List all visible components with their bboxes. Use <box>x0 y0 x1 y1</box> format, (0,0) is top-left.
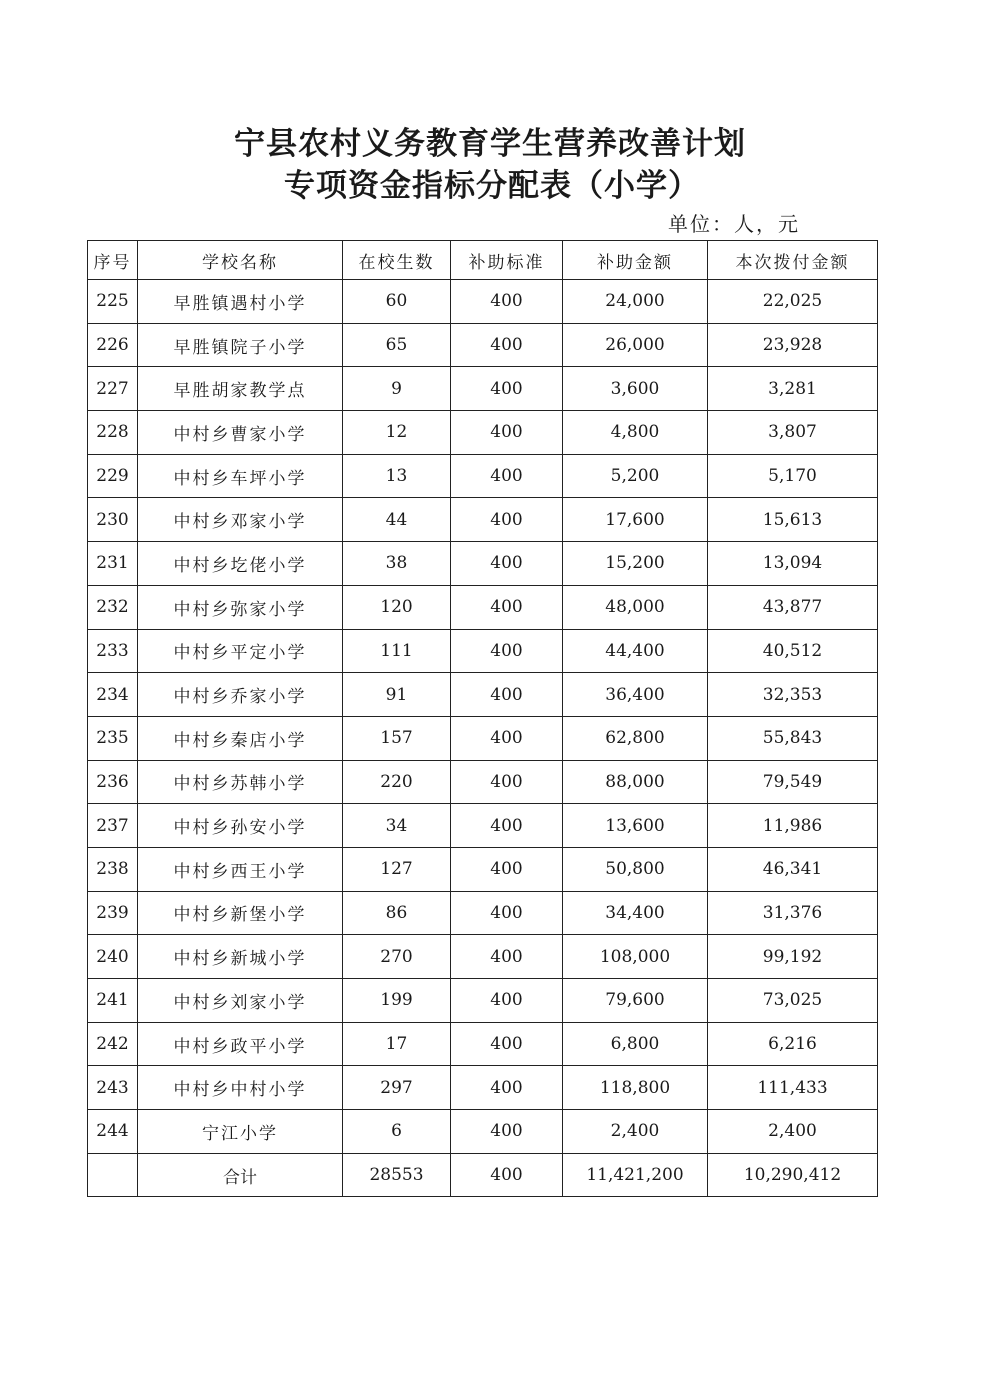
cell-student-count: 60 <box>343 280 451 324</box>
cell-subsidy-standard: 400 <box>451 367 563 411</box>
document-title-line1: 宁县农村义务教育学生营养改善计划 <box>234 126 746 162</box>
cell-student-count: 38 <box>343 542 451 586</box>
cell-disbursed-amount: 6,216 <box>708 1022 878 1066</box>
cell-subsidy-amount: 79,600 <box>563 979 708 1023</box>
cell-subsidy-standard: 400 <box>451 1022 563 1066</box>
cell-subsidy-standard: 400 <box>451 498 563 542</box>
cell-student-count: 12 <box>343 411 451 455</box>
cell-subsidy-amount: 36,400 <box>563 673 708 717</box>
cell-disbursed-amount: 46,341 <box>708 847 878 891</box>
cell-school-name: 中村乡车坪小学 <box>138 454 343 498</box>
cell-school-name: 中村乡乔家小学 <box>138 673 343 717</box>
table-row <box>88 673 878 717</box>
cell-index: 241 <box>88 979 138 1023</box>
cell-subsidy-standard: 400 <box>451 673 563 717</box>
cell-index: 235 <box>88 716 138 760</box>
cell-disbursed-amount: 22,025 <box>708 280 878 324</box>
cell-subsidy-amount: 26,000 <box>563 323 708 367</box>
cell-school-name: 早胜镇院子小学 <box>138 323 343 367</box>
cell-subsidy-standard: 400 <box>451 323 563 367</box>
table-row <box>88 847 878 891</box>
total-index <box>88 1153 138 1197</box>
cell-school-name: 中村乡中村小学 <box>138 1066 343 1110</box>
cell-student-count: 17 <box>343 1022 451 1066</box>
cell-student-count: 270 <box>343 935 451 979</box>
cell-index: 238 <box>88 847 138 891</box>
cell-subsidy-amount: 88,000 <box>563 760 708 804</box>
cell-index: 229 <box>88 454 138 498</box>
cell-subsidy-standard: 400 <box>451 411 563 455</box>
cell-student-count: 65 <box>343 323 451 367</box>
cell-school-name: 中村乡新堡小学 <box>138 891 343 935</box>
cell-student-count: 220 <box>343 760 451 804</box>
header-school-name: 学校名称 <box>138 241 343 280</box>
table-row <box>88 891 878 935</box>
table-header-row <box>88 241 878 280</box>
cell-school-name: 中村乡刘家小学 <box>138 979 343 1023</box>
cell-subsidy-amount: 44,400 <box>563 629 708 673</box>
table-row <box>88 367 878 411</box>
cell-disbursed-amount: 11,986 <box>708 804 878 848</box>
cell-school-name: 中村乡曹家小学 <box>138 411 343 455</box>
table-row <box>88 585 878 629</box>
cell-disbursed-amount: 31,376 <box>708 891 878 935</box>
total-student-count: 28553 <box>343 1153 451 1197</box>
header-subsidy-standard: 补助标准 <box>451 241 563 280</box>
cell-school-name: 中村乡秦店小学 <box>138 716 343 760</box>
cell-disbursed-amount: 111,433 <box>708 1066 878 1110</box>
cell-school-name: 中村乡西王小学 <box>138 847 343 891</box>
cell-disbursed-amount: 2,400 <box>708 1110 878 1154</box>
table-row <box>88 935 878 979</box>
cell-student-count: 44 <box>343 498 451 542</box>
table-row <box>88 760 878 804</box>
unit-note: 单位：人，元 <box>668 212 800 236</box>
cell-index: 227 <box>88 367 138 411</box>
cell-index: 240 <box>88 935 138 979</box>
cell-index: 242 <box>88 1022 138 1066</box>
cell-school-name: 中村乡邓家小学 <box>138 498 343 542</box>
total-label: 合计 <box>138 1153 343 1197</box>
cell-index: 225 <box>88 280 138 324</box>
cell-disbursed-amount: 55,843 <box>708 716 878 760</box>
table-row <box>88 280 878 324</box>
cell-subsidy-standard: 400 <box>451 935 563 979</box>
cell-student-count: 91 <box>343 673 451 717</box>
header-student-count: 在校生数 <box>343 241 451 280</box>
header-subsidy-amount: 补助金额 <box>563 241 708 280</box>
cell-subsidy-amount: 50,800 <box>563 847 708 891</box>
cell-disbursed-amount: 13,094 <box>708 542 878 586</box>
header-disbursed-amount: 本次拨付金额 <box>708 241 878 280</box>
cell-subsidy-amount: 5,200 <box>563 454 708 498</box>
cell-subsidy-standard: 400 <box>451 585 563 629</box>
table-body <box>88 280 878 1154</box>
cell-subsidy-standard: 400 <box>451 629 563 673</box>
cell-subsidy-standard: 400 <box>451 454 563 498</box>
total-disbursed-amount: 10,290,412 <box>708 1153 878 1197</box>
table-row <box>88 804 878 848</box>
cell-student-count: 157 <box>343 716 451 760</box>
cell-disbursed-amount: 73,025 <box>708 979 878 1023</box>
cell-student-count: 34 <box>343 804 451 848</box>
cell-school-name: 宁江小学 <box>138 1110 343 1154</box>
cell-index: 230 <box>88 498 138 542</box>
table-row <box>88 498 878 542</box>
cell-subsidy-amount: 118,800 <box>563 1066 708 1110</box>
cell-index: 232 <box>88 585 138 629</box>
table-row <box>88 323 878 367</box>
cell-subsidy-amount: 13,600 <box>563 804 708 848</box>
table-row <box>88 1066 878 1110</box>
cell-disbursed-amount: 15,613 <box>708 498 878 542</box>
cell-school-name: 中村乡孙安小学 <box>138 804 343 848</box>
cell-subsidy-standard: 400 <box>451 280 563 324</box>
table-row <box>88 1110 878 1154</box>
cell-school-name: 中村乡平定小学 <box>138 629 343 673</box>
cell-subsidy-standard: 400 <box>451 760 563 804</box>
cell-student-count: 13 <box>343 454 451 498</box>
table-row <box>88 716 878 760</box>
cell-subsidy-amount: 2,400 <box>563 1110 708 1154</box>
document-title-line2: 专项资金指标分配表（小学） <box>284 168 700 204</box>
cell-subsidy-standard: 400 <box>451 1066 563 1110</box>
cell-subsidy-amount: 24,000 <box>563 280 708 324</box>
cell-disbursed-amount: 3,807 <box>708 411 878 455</box>
total-row <box>88 1153 878 1197</box>
cell-subsidy-standard: 400 <box>451 542 563 586</box>
cell-subsidy-amount: 3,600 <box>563 367 708 411</box>
cell-subsidy-standard: 400 <box>451 847 563 891</box>
cell-index: 239 <box>88 891 138 935</box>
cell-subsidy-standard: 400 <box>451 1110 563 1154</box>
cell-index: 226 <box>88 323 138 367</box>
cell-index: 228 <box>88 411 138 455</box>
table-row <box>88 454 878 498</box>
table-row <box>88 979 878 1023</box>
cell-subsidy-amount: 15,200 <box>563 542 708 586</box>
cell-student-count: 297 <box>343 1066 451 1110</box>
cell-disbursed-amount: 43,877 <box>708 585 878 629</box>
cell-disbursed-amount: 32,353 <box>708 673 878 717</box>
cell-student-count: 9 <box>343 367 451 411</box>
cell-disbursed-amount: 23,928 <box>708 323 878 367</box>
cell-subsidy-standard: 400 <box>451 804 563 848</box>
cell-student-count: 120 <box>343 585 451 629</box>
cell-index: 233 <box>88 629 138 673</box>
cell-disbursed-amount: 79,549 <box>708 760 878 804</box>
cell-subsidy-standard: 400 <box>451 979 563 1023</box>
cell-subsidy-amount: 17,600 <box>563 498 708 542</box>
cell-subsidy-amount: 4,800 <box>563 411 708 455</box>
allocation-table <box>87 240 878 1197</box>
cell-student-count: 6 <box>343 1110 451 1154</box>
cell-subsidy-amount: 108,000 <box>563 935 708 979</box>
cell-disbursed-amount: 3,281 <box>708 367 878 411</box>
cell-subsidy-standard: 400 <box>451 716 563 760</box>
cell-student-count: 199 <box>343 979 451 1023</box>
cell-school-name: 中村乡政平小学 <box>138 1022 343 1066</box>
cell-student-count: 127 <box>343 847 451 891</box>
cell-school-name: 早胜胡家教学点 <box>138 367 343 411</box>
cell-student-count: 86 <box>343 891 451 935</box>
total-subsidy-standard: 400 <box>451 1153 563 1197</box>
cell-index: 237 <box>88 804 138 848</box>
cell-index: 244 <box>88 1110 138 1154</box>
table-row <box>88 411 878 455</box>
cell-subsidy-standard: 400 <box>451 891 563 935</box>
cell-subsidy-amount: 48,000 <box>563 585 708 629</box>
table-row <box>88 1022 878 1066</box>
cell-subsidy-amount: 6,800 <box>563 1022 708 1066</box>
table-row <box>88 542 878 586</box>
table-row <box>88 629 878 673</box>
cell-school-name: 中村乡圪佬小学 <box>138 542 343 586</box>
cell-index: 234 <box>88 673 138 717</box>
cell-index: 231 <box>88 542 138 586</box>
cell-disbursed-amount: 5,170 <box>708 454 878 498</box>
header-index: 序号 <box>88 241 138 280</box>
cell-subsidy-amount: 34,400 <box>563 891 708 935</box>
cell-school-name: 早胜镇遇村小学 <box>138 280 343 324</box>
cell-school-name: 中村乡弥家小学 <box>138 585 343 629</box>
cell-index: 236 <box>88 760 138 804</box>
cell-index: 243 <box>88 1066 138 1110</box>
cell-subsidy-amount: 62,800 <box>563 716 708 760</box>
cell-school-name: 中村乡新城小学 <box>138 935 343 979</box>
cell-student-count: 111 <box>343 629 451 673</box>
total-subsidy-amount: 11,421,200 <box>563 1153 708 1197</box>
cell-disbursed-amount: 40,512 <box>708 629 878 673</box>
cell-school-name: 中村乡苏韩小学 <box>138 760 343 804</box>
cell-disbursed-amount: 99,192 <box>708 935 878 979</box>
